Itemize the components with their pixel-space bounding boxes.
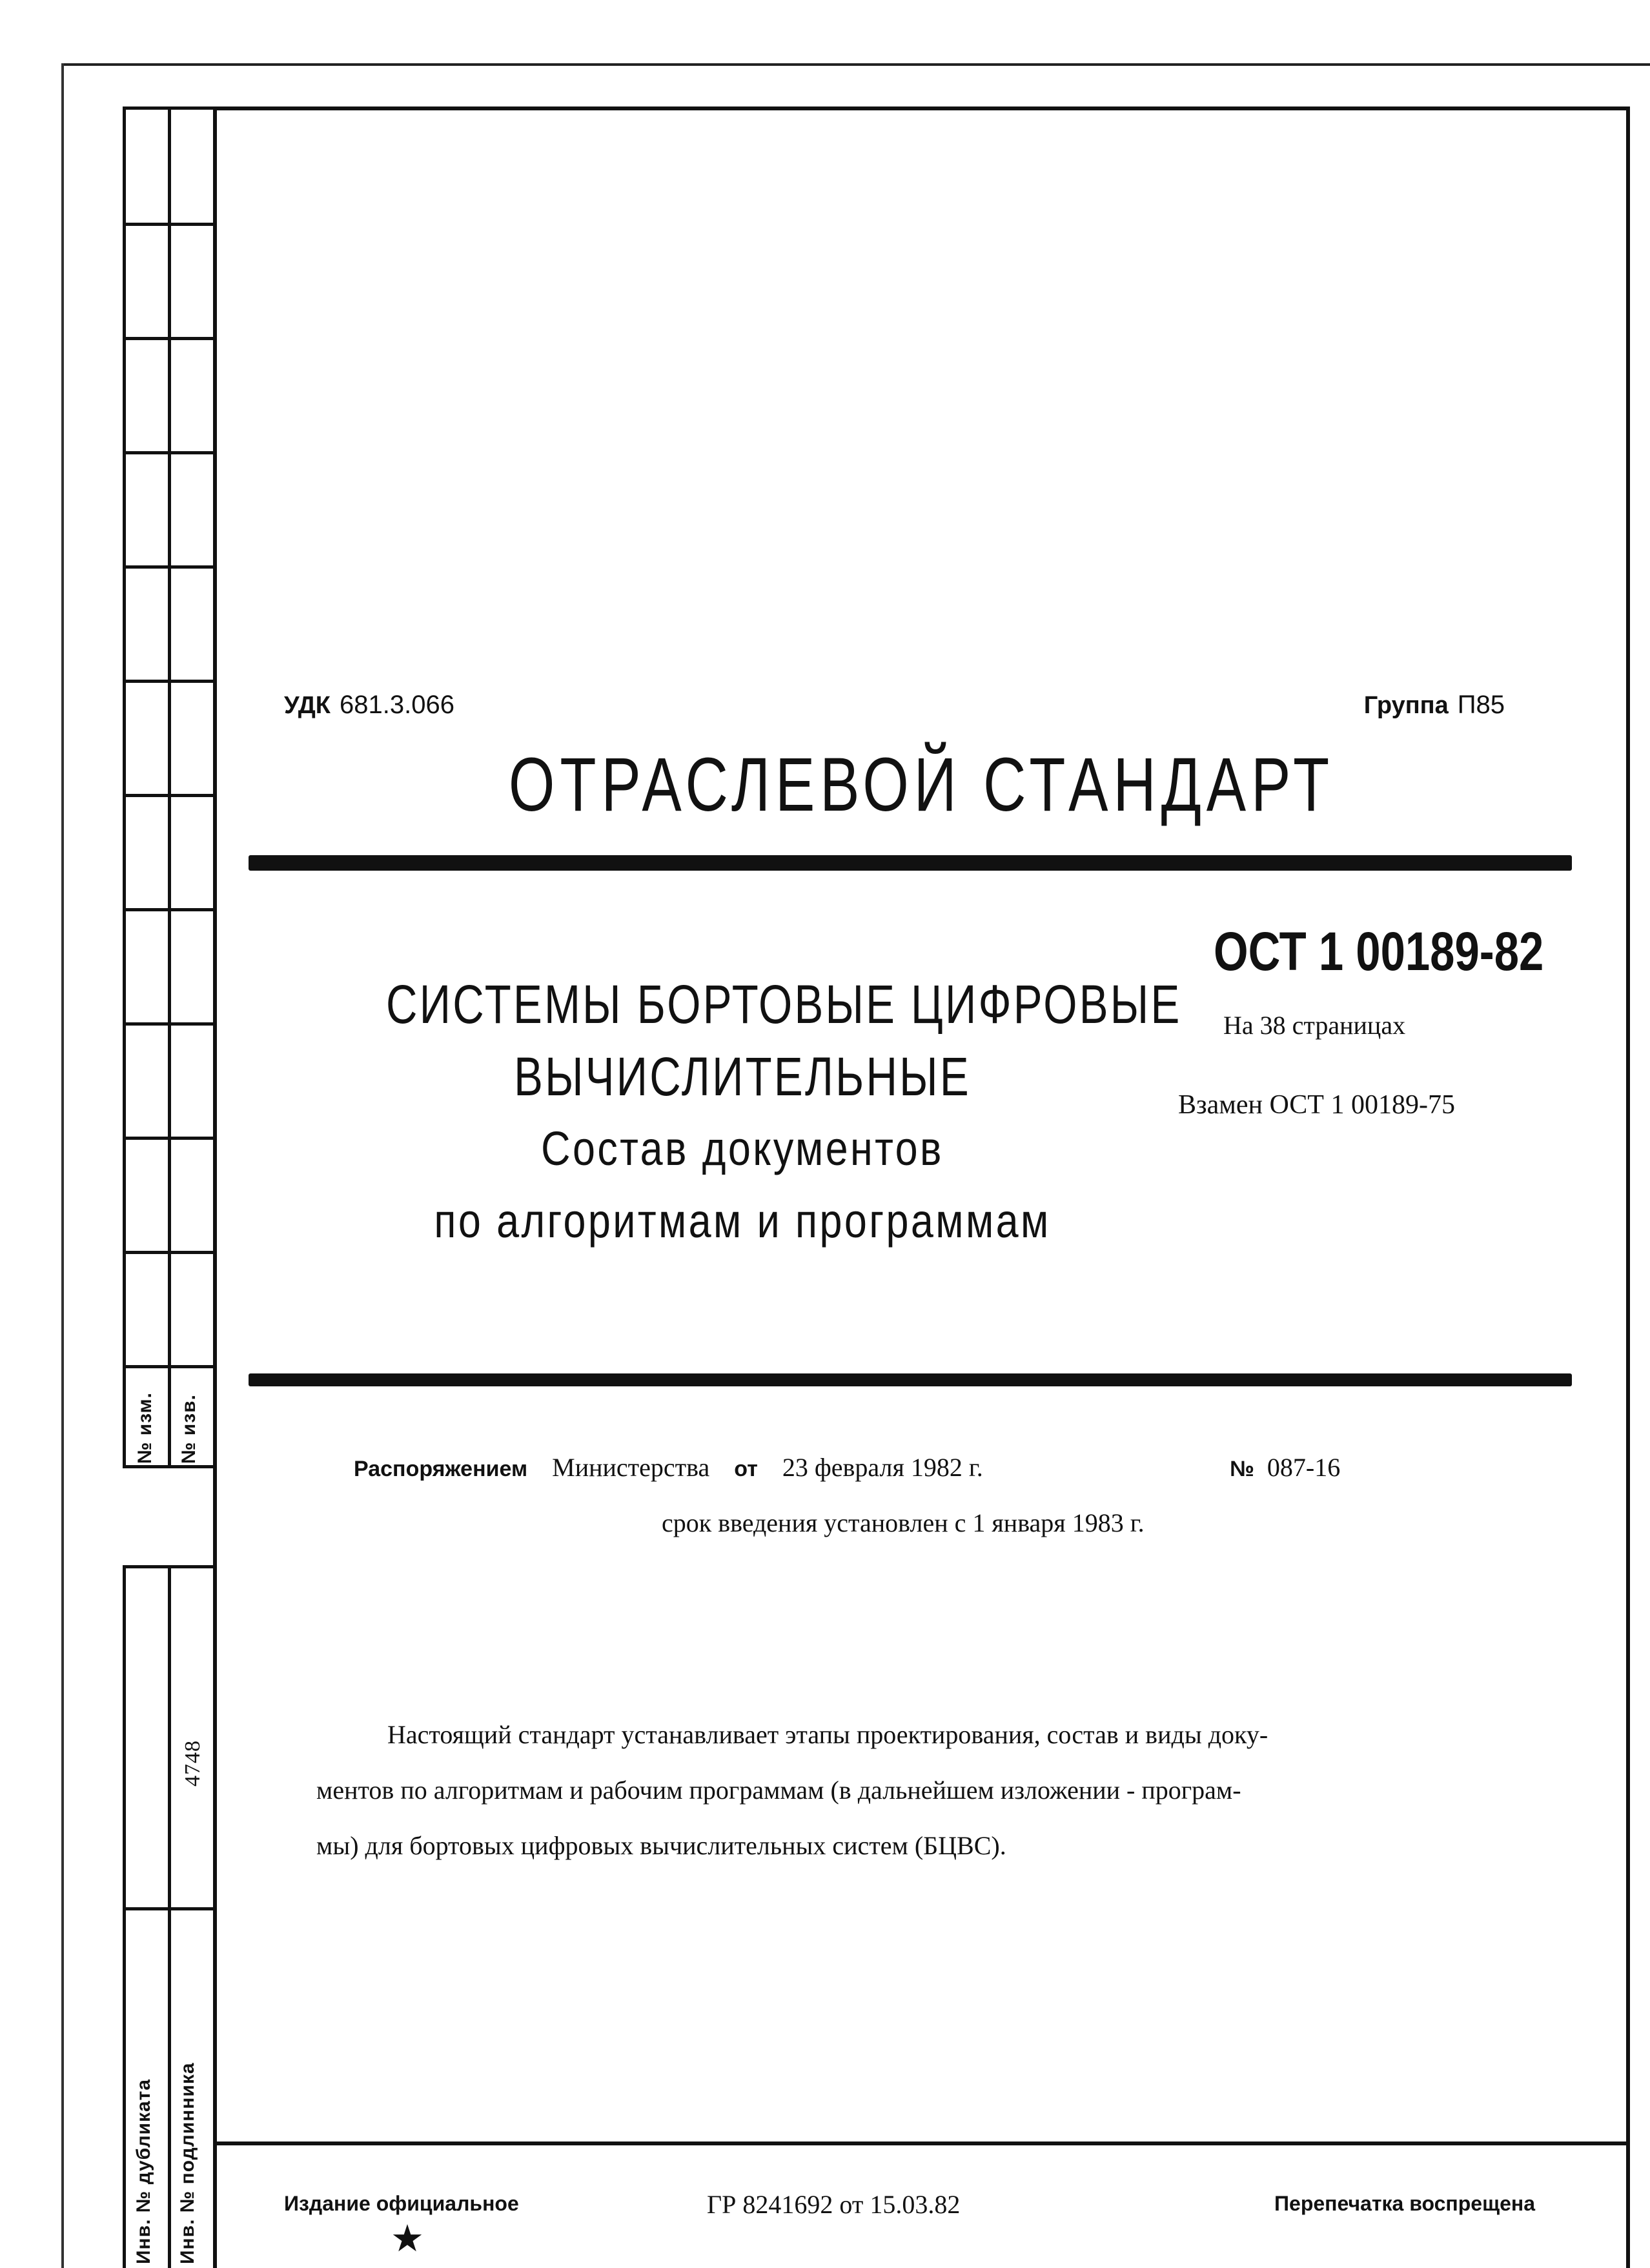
stamp-change-no: № изм. (134, 1392, 156, 1464)
body-paragraph (316, 1707, 1543, 1874)
body-line-1: Настоящий стандарт устанавливает этапы проектирования, состав и виды доку- (387, 1720, 1268, 1749)
group-label: Группа (1363, 692, 1449, 719)
middle-rule (249, 1373, 1572, 1386)
stamp-upper-grid (123, 106, 213, 1468)
order-number-value: 087-16 (1267, 1453, 1341, 1482)
registration-number: ГР 8241692 от 15.03.82 (707, 2190, 961, 2219)
page-count: На 38 страницах (1223, 1011, 1406, 1040)
udk (284, 691, 454, 720)
stamp-original-inv: Инв. № подлинника (177, 2062, 198, 2264)
page-title: ОТРАСЛЕВОЙ СТАНДАРТ (508, 742, 1335, 827)
group (1364, 691, 1505, 720)
effective-date: срок введения установлен с 1 января 1983 г. (662, 1508, 1145, 1537)
standard-code: ОСТ 1 00189-82 (1214, 921, 1544, 982)
top-rule (61, 63, 1650, 66)
stamp-notice-no: № изв. (178, 1394, 199, 1464)
body-line-2: ментов по алгоритмам и рабочим программам (в дальнейшем изложении - програм- (316, 1776, 1241, 1805)
document-title (297, 968, 1188, 1257)
footer-rule (213, 2141, 1630, 2145)
order-label: Распоряжением (354, 1457, 528, 1481)
order-line (354, 1452, 1001, 1483)
document-title-line-1: СИСТЕМЫ БОРТОВЫЕ ЦИФРОВЫЕ (386, 974, 1182, 1035)
udk-label: УДК (284, 692, 331, 719)
order-number (1230, 1452, 1340, 1483)
replaces-standard: Взамен ОСТ 1 00189-75 (1178, 1090, 1455, 1120)
official-edition: Издание официальное (284, 2192, 519, 2215)
star-icon: ★ (391, 2218, 424, 2260)
order-from: от (734, 1457, 758, 1481)
title-rule (249, 855, 1572, 871)
body-line-3: мы) для бортовых цифровых вычислительных систем (БЦВС). (316, 1831, 1006, 1860)
document-title-line-4: по алгоритмам и программам (434, 1194, 1051, 1248)
document-title-line-2: ВЫЧИСЛИТЕЛЬНЫЕ (514, 1046, 971, 1107)
udk-value: 681.3.066 (339, 691, 454, 719)
stamp-original-inv-value: 4748 (181, 1740, 205, 1787)
order-number-label: № (1230, 1457, 1254, 1481)
order-issuer: Министерства (552, 1453, 710, 1482)
order-date: 23 февраля 1982 г. (782, 1453, 983, 1482)
reprint-notice: Перепечатка воспрещена (1274, 2192, 1535, 2215)
group-value: П85 (1457, 691, 1505, 719)
document-title-line-3: Состав документов (541, 1122, 944, 1175)
left-margin-rule (61, 63, 64, 2268)
stamp-duplicate-inv: Инв. № дубликата (133, 2078, 154, 2264)
